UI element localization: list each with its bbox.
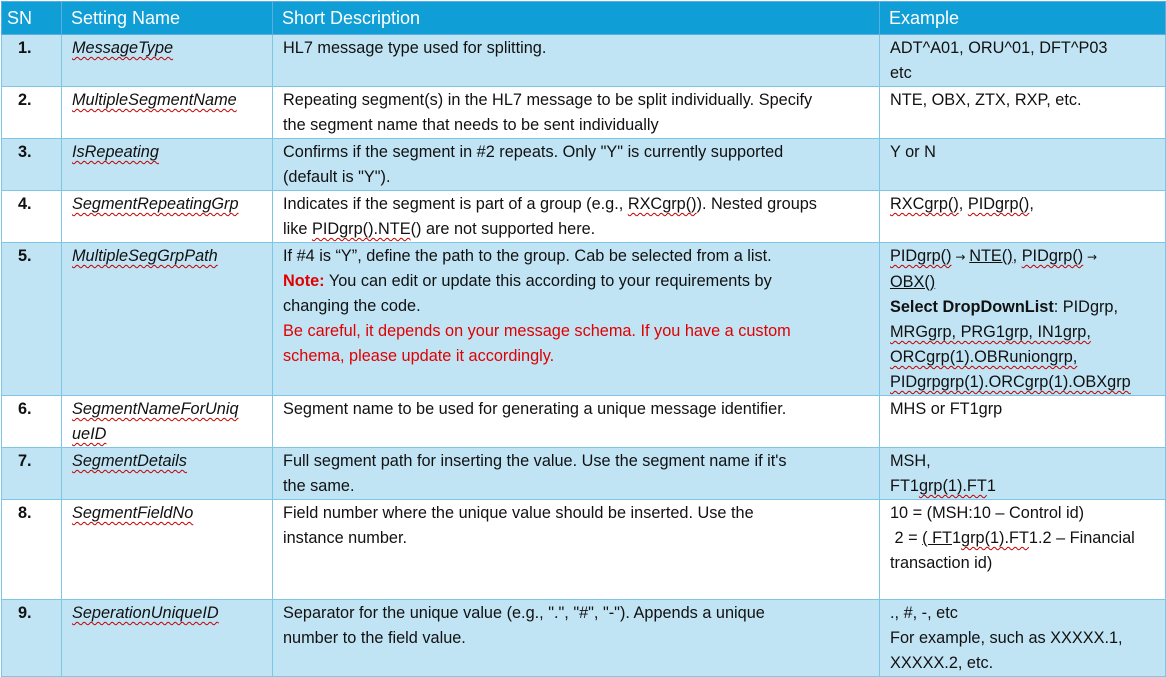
row-number: 2. (2, 87, 62, 139)
setting-example: Y or N (880, 139, 1166, 191)
header-setting-name: Setting Name (62, 2, 273, 35)
row-number: 5. (2, 243, 62, 396)
schema-warning: Be careful, it depends on your message schema. If you have a custom (283, 322, 791, 340)
row-number: 3. (2, 139, 62, 191)
setting-example: MHS or FT1grp (880, 396, 1166, 448)
setting-example: ., #, -, etc For example, such as XXXXX.1, XXXXX.2, etc. (880, 600, 1166, 677)
table-row (2, 396, 1166, 448)
setting-example: NTE, OBX, ZTX, RXP, etc. (880, 87, 1166, 139)
setting-example: RXCgrp(), PIDgrp(), (880, 191, 1166, 243)
setting-description: Indicates if the segment is part of a group (e.g., RXCgrp()). Nested groups like PIDgrp().NTE() are not supported here. (273, 191, 880, 243)
setting-description: Field number where the unique value should be inserted. Use the instance number. (273, 500, 880, 600)
table-row (2, 500, 1166, 600)
setting-description: Segment name to be used for generating a unique message identifier. (273, 396, 880, 448)
row-number: 9. (2, 600, 62, 677)
setting-description: Separator for the unique value (e.g., ".", "#", "-"). Appends a unique number to the field value. (273, 600, 880, 677)
setting-description: Full segment path for inserting the value. Use the segment name if it's the same. (273, 448, 880, 500)
table-row (2, 600, 1166, 677)
setting-name: SegmentNameForUniq ueID (62, 396, 273, 448)
setting-description: Repeating segment(s) in the HL7 message to be split individually. Specify the segment name that needs to be sent individually (273, 87, 880, 139)
table-header-row (2, 2, 1166, 35)
setting-name: MultipleSegGrpPath (62, 243, 273, 396)
table-row (2, 35, 1166, 87)
row-number: 4. (2, 191, 62, 243)
row-number: 6. (2, 396, 62, 448)
setting-example: ADT^A01, ORU^01, DFT^P03 etc (880, 35, 1166, 87)
setting-description: HL7 message type used for splitting. (273, 35, 880, 87)
setting-description: Confirms if the segment in #2 repeats. Only "Y" is currently supported (default is "Y"). (273, 139, 880, 191)
setting-name: SegmentDetails (62, 448, 273, 500)
row-number: 1. (2, 35, 62, 87)
setting-name: SegmentRepeatingGrp (62, 191, 273, 243)
setting-example: MSH, FT1grp(1).FT1 (880, 448, 1166, 500)
setting-name: SegmentFieldNo (62, 500, 273, 600)
table-row (2, 87, 1166, 139)
table-row (2, 448, 1166, 500)
setting-name: IsRepeating (62, 139, 273, 191)
header-short-description: Short Description (273, 2, 880, 35)
setting-name: MultipleSegmentName (62, 87, 273, 139)
setting-description: If #4 is “Y”, define the path to the group. Cab be selected from a list. Note: You can edit or update this according to your requirements by changing the code. Be careful, it depends on your message schema. If you have a custom schema, please update it accordingly. (273, 243, 880, 396)
header-sn: SN (2, 2, 62, 35)
settings-table (1, 1, 1166, 677)
note-label: Note: (283, 272, 325, 290)
setting-example: 10 = (MSH:10 – Control id) 2 = ( FT1grp(1).FT1.2 – Financial transaction id) (880, 500, 1166, 600)
table-row (2, 191, 1166, 243)
header-example: Example (880, 2, 1166, 35)
row-number: 7. (2, 448, 62, 500)
table-row (2, 243, 1166, 396)
setting-name: SeperationUniqueID (62, 600, 273, 677)
table-row (2, 139, 1166, 191)
row-number: 8. (2, 500, 62, 600)
setting-name: MessageType (62, 35, 273, 87)
setting-example: PIDgrp() → NTE(), PIDgrp() → OBX() Select DropDownList: PIDgrp, MRGgrp, PRG1grp, IN1grp, ORCgrp(1).OBRuniongrp, PIDgrpgrp(1).ORCgrp(1).OBXgrp (880, 243, 1166, 396)
